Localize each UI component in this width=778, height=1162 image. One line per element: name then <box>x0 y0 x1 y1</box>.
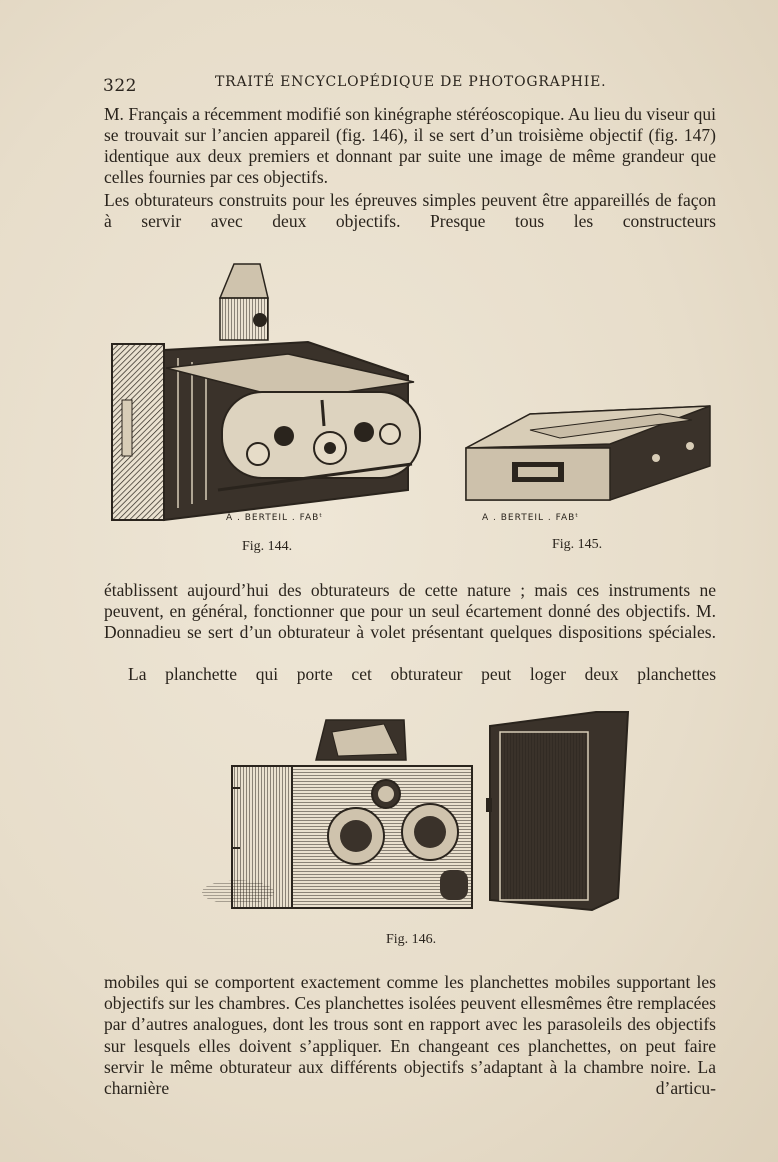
running-title: TRAITÉ ENCYCLOPÉDIQUE DE PHOTOGRAPHIE. <box>215 74 607 90</box>
figure-146-illustration <box>198 706 638 914</box>
paragraph-2: Les obturateurs construits pour les épreuves simples peuvent être appareillés de façon à servir avec deux objectifs. Presque tous les constructeurs <box>104 190 716 231</box>
paragraph-1: M. Français a récemment modifié son kinégraphe stéréoscopique. Au lieu du viseur qui se trouvait sur l’ancien appareil (fig. 146), il se sert d’un troisième objectif (fig. 147) identique aux deux premiers et donnant par suite une image de même grandeur que celles fournies par ces objectifs. <box>104 104 716 187</box>
figure-145-caption: Fig. 145. <box>552 537 603 552</box>
figure-144-caption: Fig. 144. <box>242 539 293 554</box>
paragraph-3: établissent aujourd’hui des obturateurs de cette nature ; mais ces instruments ne peuvent, en général, fonctionner que pour un seul écartement donné des objectifs. M. Donnadieu se sert d’un obturateur à volet présentant quelques dispositions spéciales. <box>104 580 716 642</box>
figure-145-maker-mark: A . BERTEIL . FABᵗ <box>482 513 579 523</box>
paragraph-4: La planchette qui porte cet obturateur peut loger deux planchettes <box>128 664 716 684</box>
page-number: 322 <box>103 76 137 96</box>
figure-144-illustration <box>108 258 428 530</box>
figure-144-maker-mark: A . BERTEIL . FABᵗ <box>226 513 323 523</box>
figure-146-caption: Fig. 146. <box>386 932 437 947</box>
figure-145-illustration <box>460 396 716 526</box>
paragraph-5: mobiles qui se comportent exactement comme les planchettes mobiles supportant les objectifs sur les chambres. Ces planchettes isolées peuvent ellesmêmes être remplacées par d’autres analogues, dont les trous sont en rapport avec les parasoleils des objectifs sur lesquels elles doivent s’appliquer. En changeant ces planchettes, on peut faire servir le même obturateur aux différents objectifs s’adaptant à la chambre noire. La charnière d’articu- <box>104 972 716 1099</box>
page-header <box>103 72 715 94</box>
